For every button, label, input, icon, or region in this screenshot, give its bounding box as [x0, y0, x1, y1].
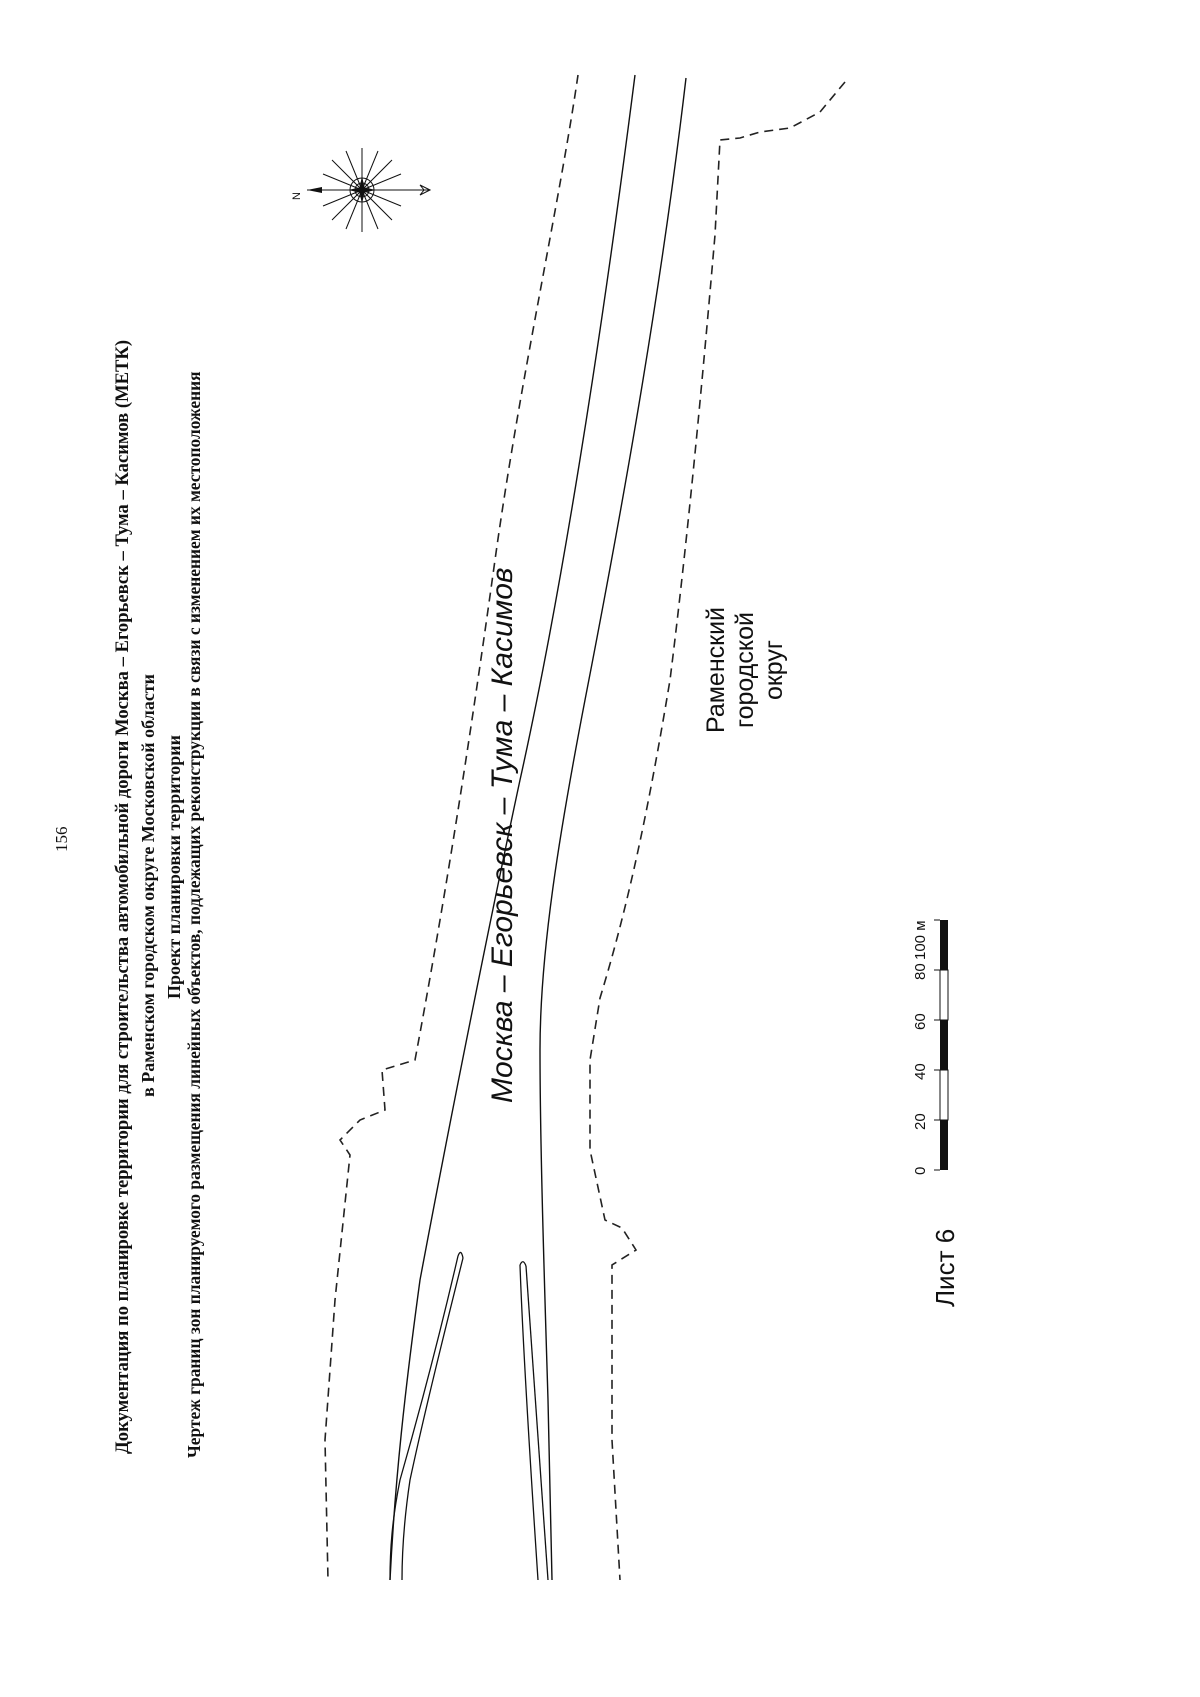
- page-number: 156: [52, 826, 71, 852]
- branch-tip-left: [458, 1252, 463, 1258]
- compass-rose: [307, 148, 430, 232]
- title-line-2: в Раменском городском округе Московской области: [138, 673, 158, 1097]
- district-line-2: городской: [731, 612, 759, 728]
- scale-tick-100: 100 м: [912, 920, 929, 960]
- road-edge-right: [540, 78, 686, 1580]
- scale-tick-20: 20: [912, 1113, 929, 1130]
- road-label: Москва – Егорьевск – Тума – Касимов: [486, 567, 519, 1103]
- zone-boundary-right: [590, 82, 845, 1580]
- scale-tick-40: 40: [912, 1063, 929, 1080]
- district-line-1: Раменский: [702, 607, 730, 734]
- north-label: N: [291, 192, 303, 200]
- sheet-label: Лист 6: [930, 1228, 960, 1307]
- scale-segment-5: [940, 1120, 948, 1170]
- scale-tick-0: 0: [912, 1166, 929, 1175]
- title-line-4: Чертеж границ зон планируемого размещения линейных объектов, подлежащих реконструкции в связи с изменением их местоположения: [184, 371, 204, 1458]
- scale-tick-60: 60: [912, 1013, 929, 1030]
- scale-segment-2: [940, 970, 948, 1020]
- district-line-3: округ: [760, 639, 788, 701]
- title-line-1: Документация по планировке территории для строительства автомобильной дороги Москва – Егорьевск – Тума – Касимов (МЕТК): [112, 339, 133, 1454]
- scale-segment-3: [940, 1020, 948, 1070]
- scale-segment-4: [940, 1070, 948, 1120]
- district-label: [702, 565, 789, 775]
- scale-bar: [934, 920, 948, 1170]
- scale-segment-1: [940, 920, 948, 970]
- branch-left-outer: [402, 1258, 463, 1580]
- title-line-3: Проект планировки территории: [164, 734, 184, 999]
- branch-tip-right: [520, 1262, 526, 1266]
- zone-boundary-left: [325, 75, 578, 1580]
- scale-tick-80: 80: [912, 963, 929, 980]
